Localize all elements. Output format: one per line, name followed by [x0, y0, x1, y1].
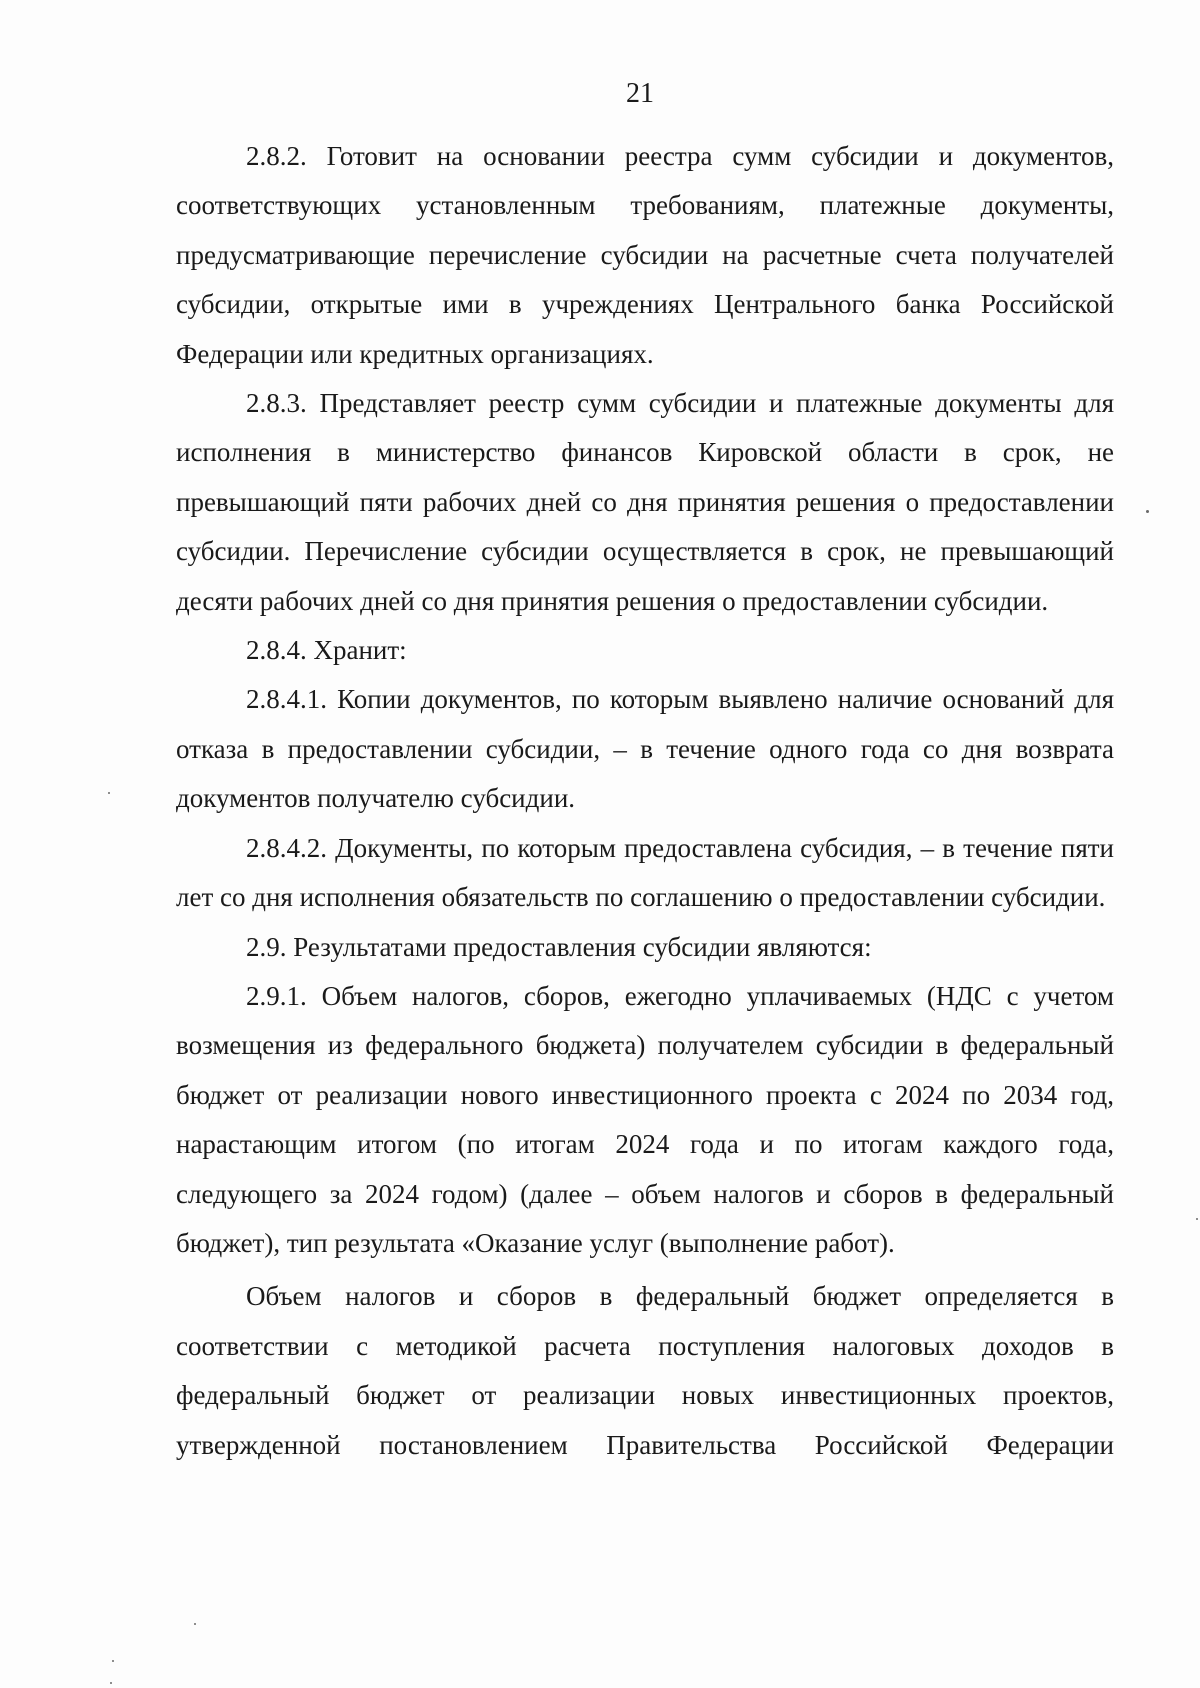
- paragraph-2-8-4-2: 2.8.4.2. Документы, по которым предоставлена субсидия, – в течение пяти лет со дня исполнения обязательств по соглашению о предоставлении субсидии.: [176, 832, 1114, 913]
- scan-speck: [108, 792, 110, 794]
- scan-speck: [110, 1682, 112, 1684]
- scan-speck: [1146, 510, 1149, 513]
- paragraph-2-9: 2.9. Результатами предоставления субсидии являются:: [246, 931, 872, 962]
- scan-speck: [1196, 1218, 1198, 1220]
- paragraph-2-9-1: 2.9.1. Объем налогов, сборов, ежегодно уплачиваемых (НДС с учетом возмещения из федерального бюджета) получателем субсидии в федеральный бюджет от реализации нового инвестиционного проекта с 2024 по 2034 год, нарастающим итогом (по итогам 2024 года и по итогам каждого года, следующего за 2024 годом) (далее – объем налогов и сборов в федеральный бюджет), тип результата «Оказание услуг (выполнение работ).: [176, 980, 1114, 1258]
- scan-speck: [112, 1660, 114, 1662]
- document-body: [176, 132, 1114, 1470]
- paragraph-2-8-2: 2.8.2. Готовит на основании реестра сумм субсидии и документов, соответствующих установленным требованиям, платежные документы, предусматривающие перечисление субсидии на расчетные счета получателей субсидии, открытые ими в учреждениях Центрального банка Российской Федерации или кредитных организациях.: [176, 141, 1114, 369]
- paragraph-2-8-3: 2.8.3. Представляет реестр сумм субсидии и платежные документы для исполнения в министерство финансов Кировской области в срок, не превышающий пяти рабочих дней со дня принятия решения о предоставлении субсидии. Перечисление субсидии осуществляется в срок, не превышающий десяти рабочих дней со дня принятия решения о предоставлении субсидии.: [176, 388, 1114, 616]
- paragraph-2-8-4-1: 2.8.4.1. Копии документов, по которым выявлено наличие оснований для отказа в предоставлении субсидии, – в течение одного года со дня возврата документов получателю субсидии.: [176, 684, 1114, 814]
- paragraph-tax-volume: Объем налогов и сборов в федеральный бюджет определяется в соответствии с методикой расчета поступления налоговых доходов в федеральный бюджет от реализации новых инвестиционных проектов, утвержденной постановлением Правительства Российской Федерации: [176, 1281, 1114, 1460]
- scan-speck: [194, 1623, 196, 1625]
- page-number: 21: [626, 78, 654, 109]
- paragraph-2-8-4: 2.8.4. Хранит:: [246, 635, 407, 666]
